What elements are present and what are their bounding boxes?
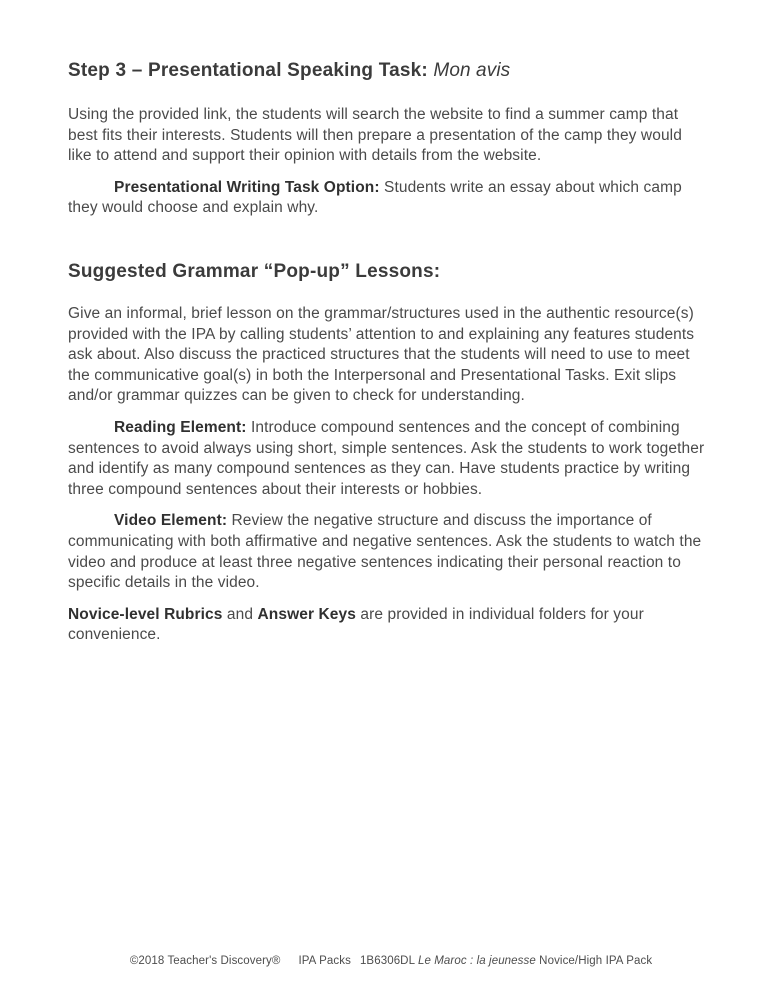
step3-heading bbox=[68, 60, 707, 82]
answer-keys-label: Answer Keys bbox=[257, 605, 356, 623]
reading-element-text: Introduce compound sentences and the concept of combining sentences to avoid always using short, simple sentences. Ask the students to work together and identify as many compound sentences as they can. Have students practice by writing three compound sentences about their interests or hobbies. bbox=[68, 418, 705, 498]
rubrics-label: Novice-level Rubrics bbox=[68, 605, 223, 623]
footer-product-title: Le Maroc : la jeunesse bbox=[417, 955, 536, 967]
video-element-text: Review the negative structure and discuss the importance of communicating with both affirmative and negative sentences. Ask the students to watch the video and produce at least three negative sentences indicating their personal reaction to specific details in the video. bbox=[68, 512, 702, 592]
reading-element-label: Reading Element: bbox=[114, 418, 247, 436]
video-element-paragraph bbox=[68, 511, 707, 593]
rubrics-text: are provided in individual folders for your convenience. bbox=[68, 605, 644, 644]
footer-ipa-packs: IPA Packs bbox=[298, 955, 351, 967]
writing-option-text: Students write an essay about which camp they would choose and explain why. bbox=[68, 178, 682, 217]
step3-heading-italic: Mon avis bbox=[433, 60, 511, 81]
rubrics-paragraph bbox=[68, 605, 707, 646]
grammar-intro-paragraph: Give an informal, brief lesson on the grammar/structures used in the authentic resource(s) provided with the IPA by calling students’ attention to and explaining any features students ask about. Also discuss the practiced structures that the students will need to use to meet the communicative goal(s) in both the Interpersonal and Presentational Tasks. Exit slips and/or grammar quizzes can be given to check for understanding. bbox=[68, 304, 695, 405]
page-footer bbox=[0, 955, 773, 967]
reading-element-paragraph bbox=[68, 418, 707, 500]
footer-pack-suffix: Novice/High IPA Pack bbox=[539, 955, 653, 967]
rubrics-conjunction: and bbox=[226, 605, 254, 623]
step3-heading-bold: Step 3 – Presentational Speaking Task: bbox=[68, 60, 428, 81]
step3-paragraph: Using the provided link, the students will search the website to find a summer camp that best fits their interests. Students will then prepare a presentation of the camp they would like to attend and support their opinion with details from the website. bbox=[68, 106, 682, 165]
footer-product-code: 1B6306DL bbox=[359, 955, 415, 967]
footer-copyright: ©2018 Teacher's Discovery® bbox=[129, 955, 281, 967]
video-element-label: Video Element: bbox=[114, 512, 228, 530]
grammar-lessons-heading: Suggested Grammar “Pop-up” Lessons: bbox=[68, 260, 441, 282]
writing-option-label: Presentational Writing Task Option: bbox=[114, 178, 380, 196]
writing-option-paragraph bbox=[68, 178, 707, 219]
